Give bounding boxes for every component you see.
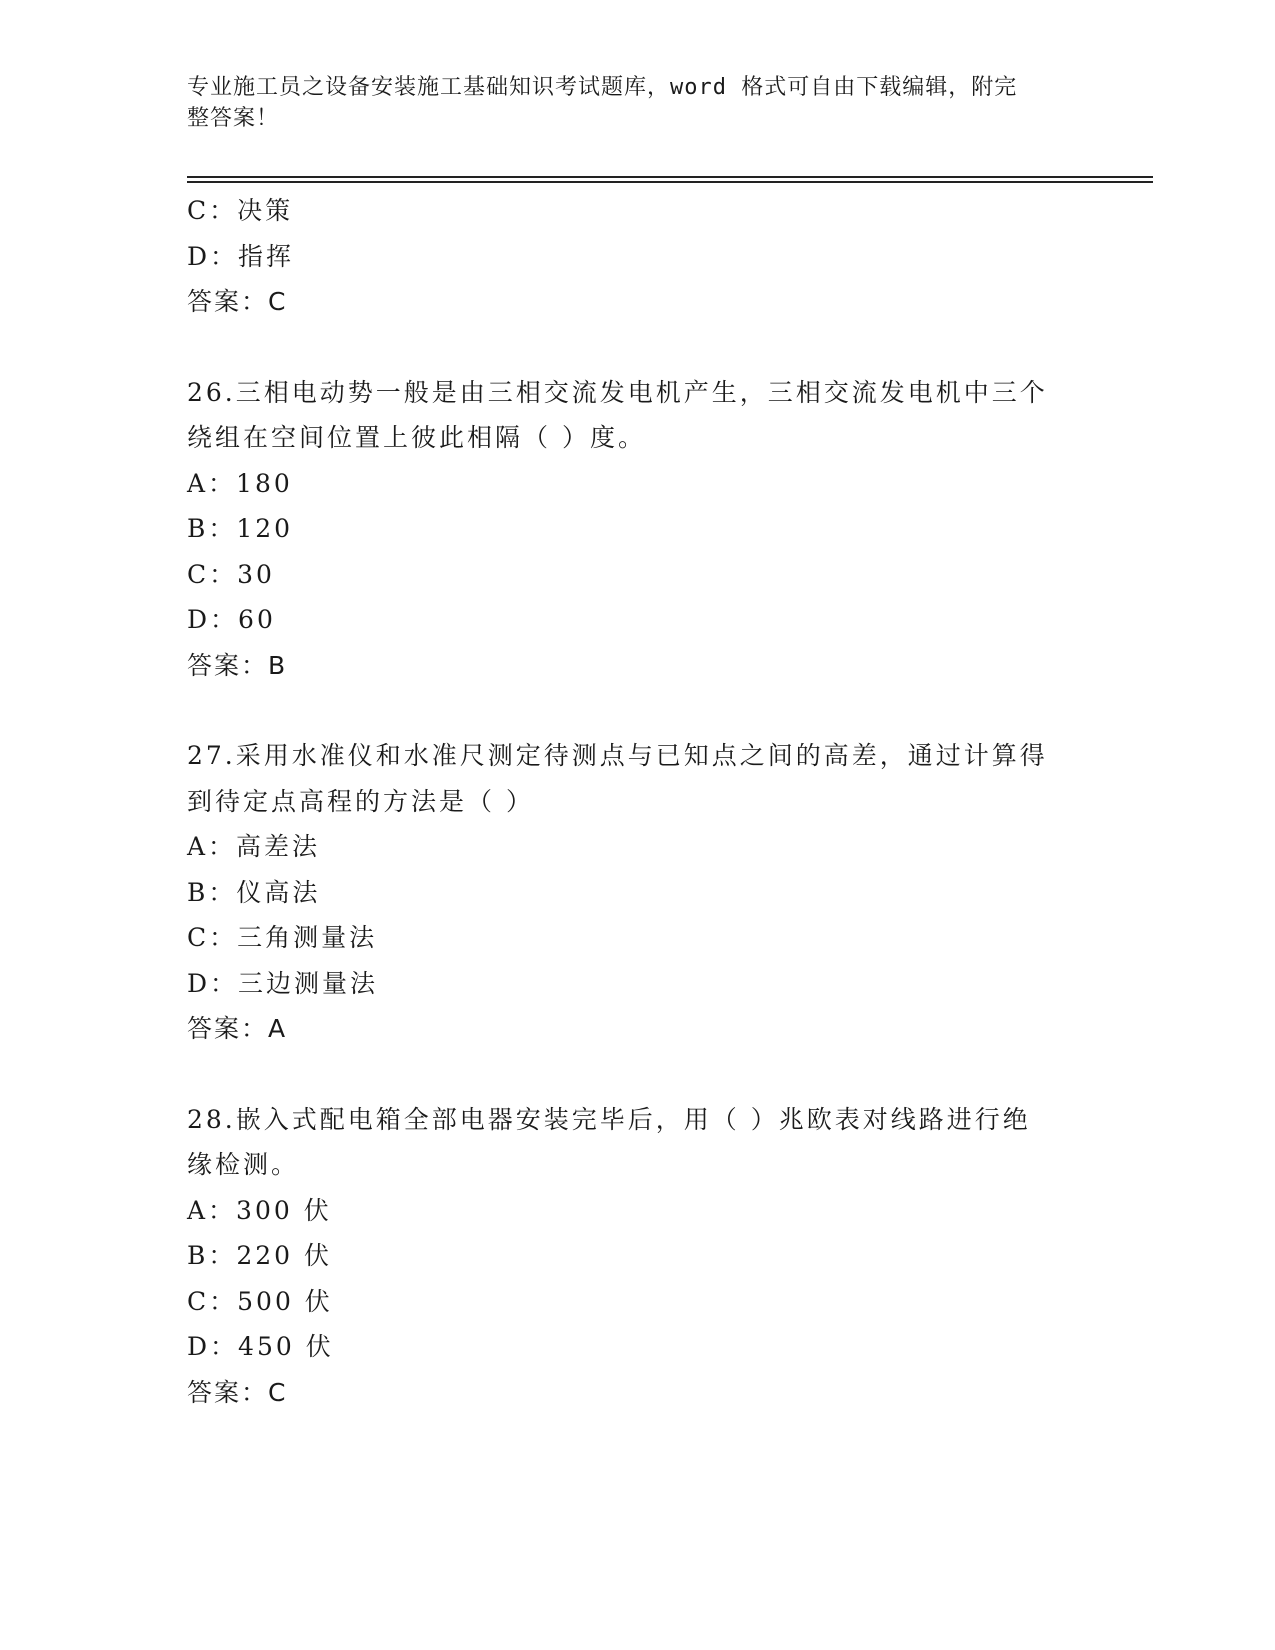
option-c: C：三角测量法 bbox=[187, 923, 378, 952]
option-b: B：仪高法 bbox=[187, 877, 321, 907]
option-a: A：300 伏 bbox=[187, 1195, 332, 1225]
spacer bbox=[187, 688, 1087, 733]
option-c: C：30 bbox=[187, 559, 275, 589]
spacer bbox=[187, 1052, 1087, 1097]
question-stem-continued: 到待定点高程的方法是（ ） bbox=[187, 786, 534, 816]
question-stem: 26.三相电动势一般是由三相交流发电机产生，三相交流发电机中三个 bbox=[187, 377, 1048, 407]
question-list bbox=[187, 188, 1087, 1415]
option-d: D：三边测量法 bbox=[187, 968, 379, 998]
document-header bbox=[187, 72, 1067, 134]
option-a: A：180 bbox=[187, 468, 293, 498]
answer: 答案：C bbox=[187, 287, 288, 316]
question-28 bbox=[187, 1097, 1087, 1416]
header-line-2: 整答案！ bbox=[187, 106, 280, 131]
answer: 答案：A bbox=[187, 1014, 288, 1043]
question-25-tail bbox=[187, 188, 1087, 325]
answer: 答案：C bbox=[187, 1377, 288, 1407]
answer: 答案：B bbox=[187, 650, 288, 680]
option-d: D：60 bbox=[187, 605, 276, 634]
option-a: A：高差法 bbox=[187, 832, 321, 861]
question-26 bbox=[187, 370, 1087, 689]
option-b: B：120 bbox=[187, 514, 294, 543]
option-d: D：指挥 bbox=[187, 241, 295, 271]
question-stem-continued: 缘检测。 bbox=[187, 1150, 300, 1179]
question-27 bbox=[187, 733, 1087, 1052]
header-rule-top bbox=[187, 176, 1153, 178]
option-b: B：220 伏 bbox=[187, 1241, 333, 1270]
header-line-1: 专业施工员之设备安装施工基础知识考试题库，word 格式可自由下载编辑，附完 bbox=[187, 75, 1018, 100]
option-c: C：500 伏 bbox=[187, 1286, 333, 1316]
option-c: C：决策 bbox=[187, 196, 294, 225]
question-stem: 27.采用水准仪和水准尺测定待测点与已知点之间的高差，通过计算得 bbox=[187, 741, 1048, 770]
question-stem: 28.嵌入式配电箱全部电器安装完毕后，用（ ）兆欧表对线路进行绝 bbox=[187, 1104, 1031, 1134]
option-d: D：450 伏 bbox=[187, 1332, 334, 1361]
spacer bbox=[187, 325, 1087, 370]
question-stem-continued: 绕组在空间位置上彼此相隔（ ）度。 bbox=[187, 423, 646, 452]
header-rule-bottom bbox=[187, 181, 1153, 183]
